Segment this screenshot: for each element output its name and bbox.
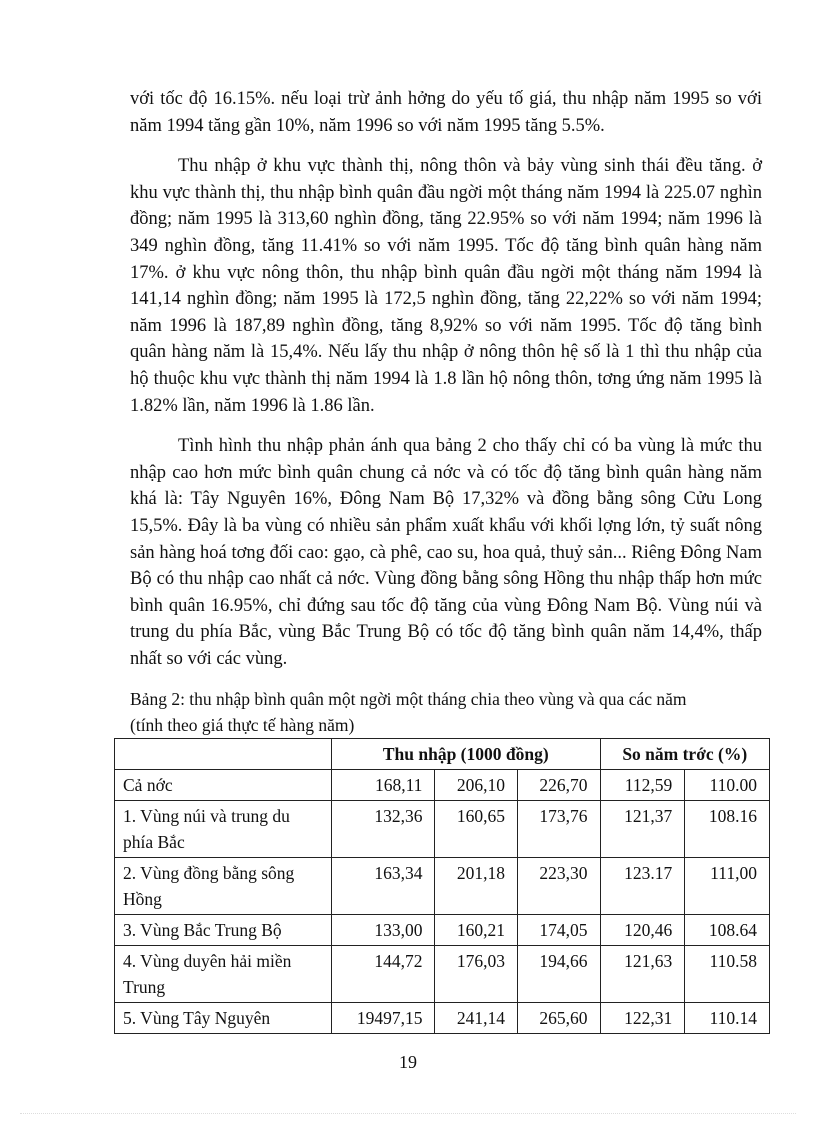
paragraph-1: với tốc độ 16.15%. nếu loại trừ ảnh hởng do yếu tố giá, thu nhập năm 1995 so với năm 1994 tăng gần 10%, năm 1996 so với năm 1995 tăng 5.5%. xyxy=(130,89,762,136)
percent-cell: 121,63 xyxy=(600,946,685,1003)
table-row xyxy=(115,1003,770,1034)
income-cell: 19497,15 xyxy=(332,1003,435,1034)
percent-cell: 108.64 xyxy=(685,915,770,946)
percent-cell: 111,00 xyxy=(685,858,770,915)
region-cell: 2. Vùng đồng bằng sông Hồng xyxy=(115,858,332,915)
footer-divider xyxy=(20,1113,796,1114)
region-cell: 3. Vùng Bắc Trung Bộ xyxy=(115,915,332,946)
percent-cell: 121,37 xyxy=(600,801,685,858)
income-table xyxy=(114,738,770,1034)
income-cell: 160,65 xyxy=(435,801,518,858)
paragraph-3: Tình hình thu nhập phản ánh qua bảng 2 cho thấy chỉ có ba vùng là mức thu nhập cao hơn mức bình quân chung cả nớc và có tốc độ tăng bình quân hàng năm khá là: Tây Nguyên 16%, Đông Nam Bộ 17,32% và đồng bằng sông Cửu Long 15,5%. Đây là ba vùng có nhiều sản phẩm xuất khẩu với khối lợng lớn, tỷ suất nông sản hàng hoá tơng đối cao: gạo, cà phê, cao su, hoa quả, thuỷ sản... Riêng Đông Nam Bộ có thu nhập cao nhất cả nớc. Vùng đồng bằng sông Hồng thu nhập thấp hơn mức bình quân 16.95%, chỉ đứng sau tốc độ tăng của vùng Đông Nam Bộ. Vùng núi và trung du phía Bắc, vùng Bắc Trung Bộ có tốc độ tăng bình quân năm 14,4%, thấp nhất so với các vùng. xyxy=(130,436,762,669)
page-number: 19 xyxy=(399,1052,417,1072)
region-cell: 5. Vùng Tây Nguyên xyxy=(115,1003,332,1034)
income-cell: 241,14 xyxy=(435,1003,518,1034)
income-cell: 226,70 xyxy=(517,770,600,801)
income-cell: 132,36 xyxy=(332,801,435,858)
income-cell: 168,11 xyxy=(332,770,435,801)
table-caption-note: (tính theo giá thực tế hàng năm) xyxy=(130,715,355,736)
table-row xyxy=(115,946,770,1003)
income-cell: 176,03 xyxy=(435,946,518,1003)
header-empty xyxy=(115,739,332,770)
region-cell: 4. Vùng duyên hải miền Trung xyxy=(115,946,332,1003)
region-cell: Cả nớc xyxy=(115,770,332,801)
paragraph-2: Thu nhập ở khu vực thành thị, nông thôn và bảy vùng sinh thái đều tăng. ở khu vực thành thị, thu nhập bình quân đầu ngời một tháng năm 1994 là 225.07 nghìn đồng; năm 1995 là 313,60 nghìn đồng, tăng 22.95% so với năm 1994; năm 1996 là 349 nghìn đồng, tăng 11.41% so với năm 1995. Tốc độ tăng bình quân hàng năm 17%. ở khu vực nông thôn, thu nhập bình quân đầu ngời một tháng năm 1994 là 141,14 nghìn đồng; năm 1995 là 172,5 nghìn đồng, tăng 22,22% so với năm 1994; năm 1996 là 187,89 nghìn đồng, tăng 8,92% so với năm 1995. Tốc độ tăng bình quân hàng năm là 15,4%. Nếu lấy thu nhập ở nông thôn hệ số là 1 thì thu nhập của hộ thuộc khu vực thành thị năm 1994 là 1.8 lần hộ nông thôn, tơng ứng năm 1995 là 1.82% lần, năm 1996 là 1.86 lần. xyxy=(130,156,762,416)
table-row xyxy=(115,770,770,801)
body-text xyxy=(130,86,762,738)
table-row xyxy=(115,801,770,858)
income-cell: 160,21 xyxy=(435,915,518,946)
header-income: Thu nhập (1000 đồng) xyxy=(332,739,601,770)
header-prev-year: So năm trớc (%) xyxy=(600,739,769,770)
percent-cell: 110.00 xyxy=(685,770,770,801)
income-cell: 133,00 xyxy=(332,915,435,946)
income-cell: 173,76 xyxy=(517,801,600,858)
percent-cell: 108.16 xyxy=(685,801,770,858)
percent-cell: 122,31 xyxy=(600,1003,685,1034)
income-cell: 206,10 xyxy=(435,770,518,801)
region-cell: 1. Vùng núi và trung du phía Bắc xyxy=(115,801,332,858)
income-cell: 201,18 xyxy=(435,858,518,915)
table-caption: Bảng 2: thu nhập bình quân một ngời một tháng chia theo vùng và qua các năm xyxy=(130,689,687,710)
income-cell: 163,34 xyxy=(332,858,435,915)
table-header-row xyxy=(115,739,770,770)
percent-cell: 110.14 xyxy=(685,1003,770,1034)
table-row xyxy=(115,915,770,946)
income-cell: 265,60 xyxy=(517,1003,600,1034)
income-cell: 223,30 xyxy=(517,858,600,915)
percent-cell: 120,46 xyxy=(600,915,685,946)
income-cell: 144,72 xyxy=(332,946,435,1003)
percent-cell: 110.58 xyxy=(685,946,770,1003)
percent-cell: 112,59 xyxy=(600,770,685,801)
percent-cell: 123.17 xyxy=(600,858,685,915)
income-cell: 174,05 xyxy=(517,915,600,946)
income-cell: 194,66 xyxy=(517,946,600,1003)
table-row xyxy=(115,858,770,915)
